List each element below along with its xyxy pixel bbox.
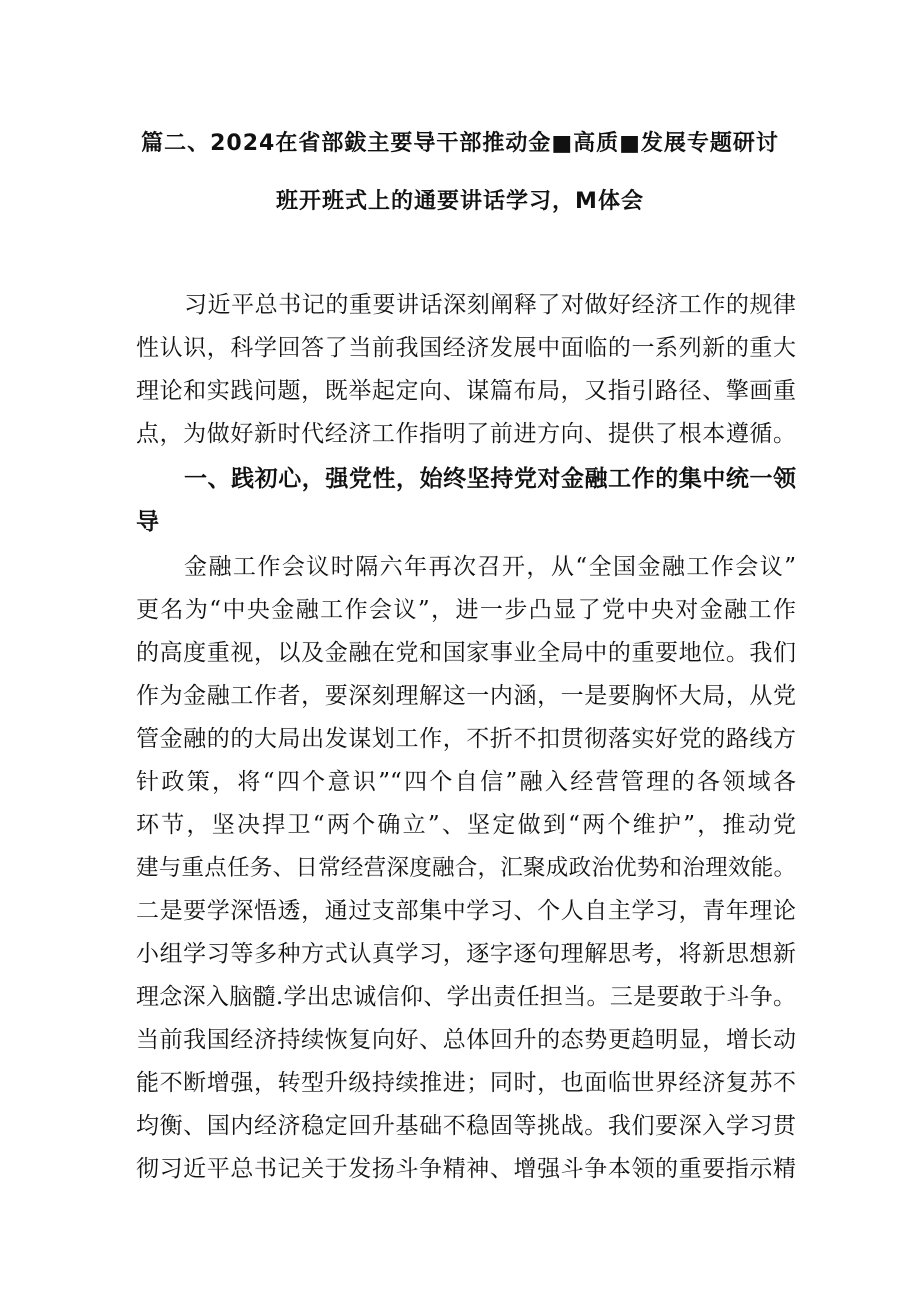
intro-line-1: 习近平总书记的重要讲话深刻阐释了对做好经济工作的规律 <box>184 292 796 318</box>
document-title-line-2: 班开班式上的通要讲话学习，M体会 <box>276 189 644 214</box>
body-line-10: 小组学习等多种方式认真学习，逐字逐句理解思考，将新思想新 <box>136 941 796 967</box>
intro-line-4: 点，为做好新时代经济工作指明了前进方向、提供了根本遵循。 <box>136 421 796 447</box>
body-line-1: 金融工作会议时隔六年再次召开，从“全国金融工作会议” <box>184 554 796 580</box>
intro-line-2: 性认识，科学回答了当前我国经济发展中面临的一系列新的重大 <box>136 335 796 361</box>
body-line-8: 建与重点任务、日常经营深度融合，汇聚成政治优势和治理效能。 <box>136 855 796 881</box>
body-line-3: 的高度重视，以及金融在党和国家事业全局中的重要地位。我们 <box>136 640 796 666</box>
section-heading-line-1: 一、践初心，强党性，始终坚持党对金融工作的集中统一领 <box>184 466 796 492</box>
section-heading-line-2: 导 <box>136 509 159 535</box>
body-line-13: 能不断增强，转型升级持续推进；同时，也面临世界经济复苏不 <box>136 1070 796 1096</box>
body-line-14: 均衡、国内经济稳定回升基础不稳固等挑战。我们要深入学习贯 <box>136 1113 796 1139</box>
body-line-9: 二是要学深悟透，通过支部集中学习、个人自主学习，青年理论 <box>136 898 796 924</box>
document-title-line-1: 篇二、2024在省部鈸主要导干部推动金■高质■发展专题研讨 <box>141 131 779 156</box>
body-line-6: 针政策，将“四个意识”“四个自信”融入经营管理的各领域各 <box>136 769 796 795</box>
body-line-15: 彻习近平总书记关于发扬斗争精神、增强斗争本领的重要指示精 <box>136 1156 796 1182</box>
body-line-2: 更名为“中央金融工作会议”，进一步凸显了党中央对金融工作 <box>136 597 796 623</box>
body-line-4: 作为金融工作者，要深刻理解这一内涵，一是要胸怀大局，从党 <box>136 683 796 709</box>
intro-line-3: 理论和实践问题，既举起定向、谋篇布局，又指引路径、擎画重 <box>136 378 796 404</box>
body-line-5: 管金融的的大局出发谋划工作，不折不扣贯彻落实好党的路线方 <box>136 726 796 752</box>
body-line-12: 当前我国经济持续恢复向好、总体回升的态势更趋明显，增长动 <box>136 1027 796 1053</box>
body-line-7: 环节，坚决捍卫“两个确立”、坚定做到“两个维护”，推动党 <box>136 812 796 838</box>
body-line-11: 理念深入脑髓.学出忠诚信仰、学出责任担当。三是要敢于斗争。 <box>136 984 796 1010</box>
